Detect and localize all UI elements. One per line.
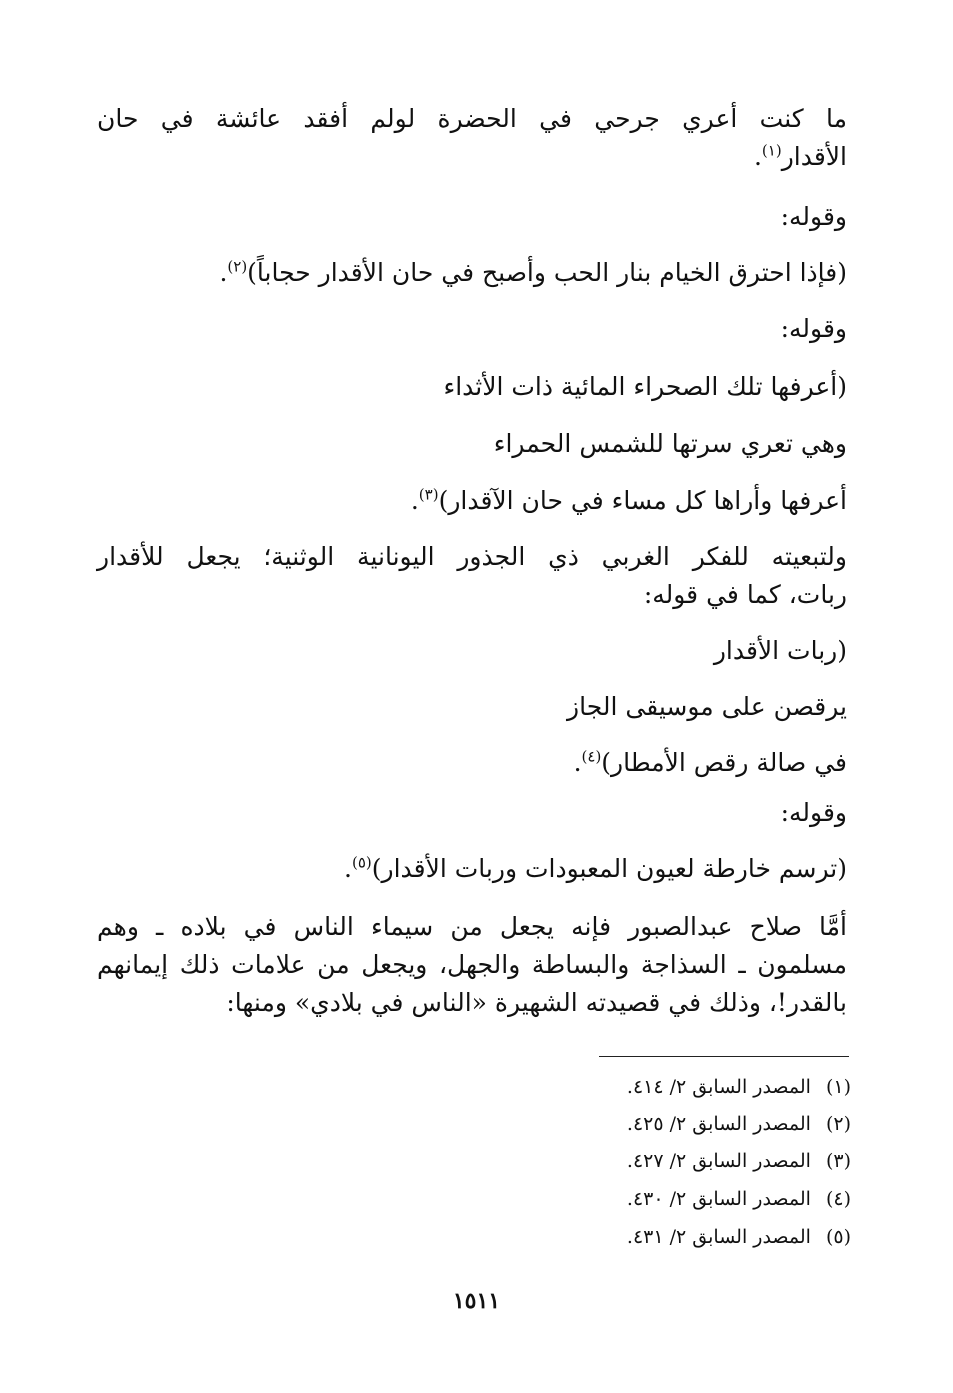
full-stop: . <box>753 142 762 171</box>
footnote-5-number: (٥) <box>825 1226 851 1248</box>
poem-3 <box>97 368 847 520</box>
full-stop: . <box>573 748 582 777</box>
paragraph-4-line-1: ولتبعيته للفكر الغربي ذي الجذور اليونانية الوثنية؛ يجعل للأقدار <box>97 542 847 571</box>
paragraph-1-line-2 <box>97 138 847 176</box>
paragraph-6-line-3: بالقدر!، وذلك في قصيدته الشهيرة «الناس في بلادي» ومنها: <box>226 988 847 1017</box>
qawluhu-2: وقوله: <box>780 314 847 343</box>
paragraph-4-line-2: ربات، كما في قوله: <box>643 580 847 609</box>
quote-5 <box>97 850 847 888</box>
footnote-marker-2: (٢) <box>227 257 248 276</box>
full-stop: . <box>344 854 352 883</box>
paragraph-6-line-1: أمَّا صلاح عبدالصبور فإنه يجعل من سيماء الناس في بلاده ـ وهم <box>97 912 847 941</box>
footnote-5 <box>351 1221 851 1253</box>
qawluhu-3: وقوله: <box>780 798 847 827</box>
poem-4-line-2: يرقصن على موسيقى الجاز <box>567 692 847 721</box>
poem-4-line-3-text: في صالة رقص الأمطار) <box>601 748 847 777</box>
quote-intro-1 <box>97 198 847 236</box>
quote-2-line <box>97 254 847 292</box>
paragraph-6 <box>97 908 847 1022</box>
quote-intro-3 <box>97 794 847 832</box>
footnote-marker-3: (٣) <box>418 485 439 504</box>
quote-2-text: (فإذا احترق الخيام بنار الحب وأصبح في حان الأقدار حجاباً) <box>247 258 847 287</box>
footnote-marker-5: (٥) <box>351 853 372 872</box>
poem-4-line-1: (ربات الأقدار <box>713 636 847 665</box>
footnote-marker-4: (٤) <box>581 747 602 766</box>
paragraph-4 <box>97 538 847 614</box>
footnote-5-text: المصدر السابق ٢/ ٤٣١. <box>626 1226 811 1248</box>
poem-3-line-3-text: أعرفها وأراها كل مساء في حان الآقدار) <box>438 486 847 515</box>
full-stop: . <box>410 486 419 515</box>
paragraph-6-line-2: مسلمون ـ السذاجة والبساطة والجهل، ويجعل من علامات ذلك إيمانهم <box>97 950 847 979</box>
quote-intro-2 <box>97 310 847 348</box>
paragraph-1-line-1: ما كنت أعري جرحي في الحضرة لولم أفقد عائشة في حان <box>97 104 847 133</box>
poem-4-line-3 <box>97 744 847 782</box>
footnote-marker-1: (١) <box>761 141 782 160</box>
quote-5-line <box>97 850 847 888</box>
quote-5-text: (ترسم خارطة لعيون المعبودات وربات الأقدار) <box>371 854 847 883</box>
paragraph-1 <box>97 100 847 176</box>
footnote-3-text: المصدر السابق ٢/ ٤٢٧. <box>626 1150 811 1172</box>
quote-2 <box>97 254 847 292</box>
poem-3-line-1: (أعرفها تلك الصحراء المائية ذات الأثداء <box>443 372 847 401</box>
footnote-2-text: المصدر السابق ٢/ ٤٢٥. <box>626 1113 811 1135</box>
page-number: ١٥١١ <box>452 1288 501 1314</box>
poem-4 <box>97 632 847 782</box>
footnote-separator <box>599 1056 849 1057</box>
footnote-1-text: المصدر السابق ٢/ ٤١٤. <box>626 1076 811 1098</box>
footnote-4-number: (٤) <box>825 1188 851 1210</box>
poem-3-line-3 <box>97 482 847 520</box>
paragraph-1-line-2-text: الأقدار <box>781 142 847 171</box>
footnote-3 <box>351 1145 851 1177</box>
footnote-2 <box>351 1108 851 1140</box>
footnote-1 <box>351 1071 851 1103</box>
poem-3-line-2: وهي تعري سرتها للشمس الحمراء <box>493 429 847 458</box>
qawluhu-1: وقوله: <box>780 202 847 231</box>
footnote-4-text: المصدر السابق ٢/ ٤٣٠. <box>626 1188 811 1210</box>
footnote-1-number: (١) <box>825 1076 851 1098</box>
footnote-2-number: (٢) <box>825 1113 851 1135</box>
footnote-3-number: (٣) <box>825 1150 851 1172</box>
full-stop: . <box>219 258 228 287</box>
footnote-4 <box>351 1183 851 1215</box>
